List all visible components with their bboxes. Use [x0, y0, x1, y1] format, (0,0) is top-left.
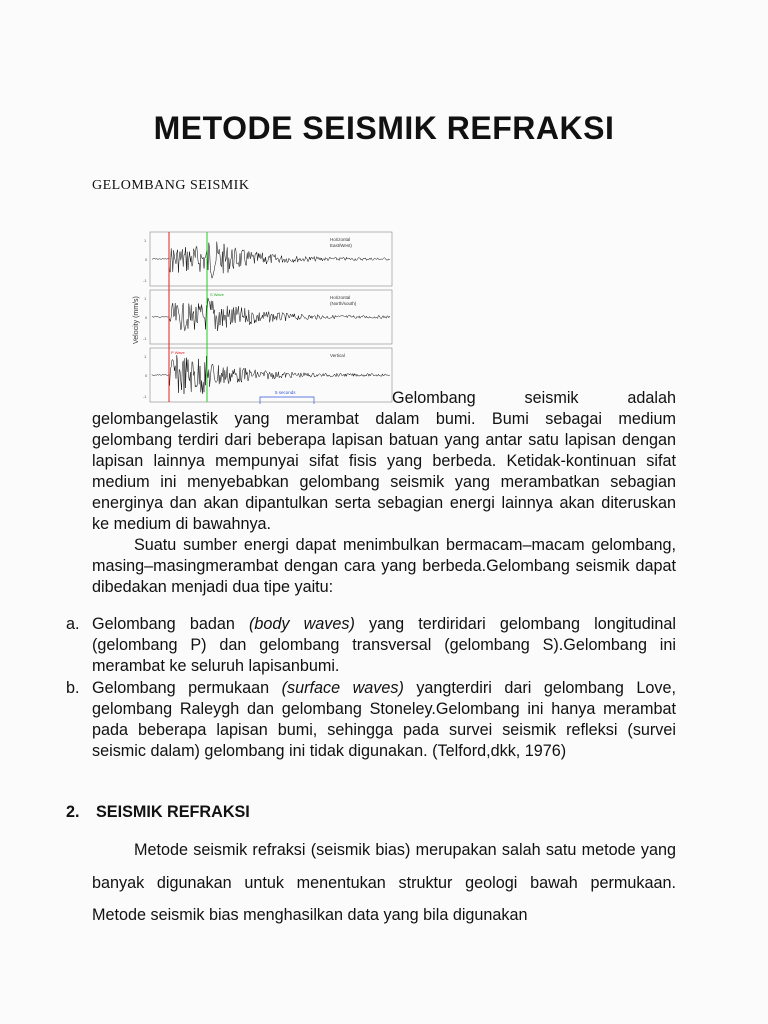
panel-label: East/West)	[330, 243, 352, 248]
panel-label: (North/south)	[330, 301, 357, 306]
list-item-text: yangterdiri dari gelombang Love, gelombang Raleygh dan gelombang Stoneley.Gelombang ini hanya merambat pada beberapa lapisan bumi, sehingga pada survei seismik refleksi (survei seismic dalam) gelombang ini tidak digunakan. (Telford,dkk, 1976)	[92, 679, 676, 760]
tick-label: 1	[144, 238, 147, 243]
list-marker: b.	[66, 679, 80, 697]
paragraph-definition: Gelombang seismik adalah gelombangelastik yang merambat dalam bumi. Bumi sebagai medium gelombang terdiri dari beberapa lapisan batuan yang antar satu lapisan dengan lapisan lainnya mempunyai sifat fisis yang berbeda. Ketidak-kontinuan sifat medium ini menyebabkan gelombang seismik yang merambatkan sebagian energinya dan akan dipantulkan serta sebagian energi lainnya akan diteruskan ke medium di bawahnya.	[92, 389, 676, 533]
panel-frame	[150, 290, 392, 344]
seismogram-svg	[128, 226, 398, 410]
paragraph-refraction: Metode seismik refraksi (seismik bias) merupakan salah satu metode yang banyak digunakan untuk menentukan struktur geologi bawah permukaan. Metode seismik bias menghasilkan data yang bila digunakan	[92, 841, 676, 924]
list-item-emphasis: (body waves)	[248, 615, 355, 633]
panel-label: Horizontal	[330, 295, 351, 300]
paragraph-wave-types: Suatu sumber energi dapat menimbulkan bermacam–macam gelombang, masing–masingmerambat dengan cara yang berbeda.Gelombang seismik dapat dibedakan menjadi dua tipe yaitu:	[92, 536, 676, 596]
tick-label: -1	[143, 278, 147, 283]
section-number: 2.	[66, 803, 80, 821]
section-heading	[66, 803, 250, 822]
subheading: GELOMBANG SEISMIK	[92, 178, 250, 193]
list-item-emphasis: (surface waves)	[281, 679, 404, 697]
panel-1	[143, 232, 392, 286]
list-item-text: yang terdiridari gelombang longitudinal (gelombang P) dan gelombang transversal (gelombang S).Gelombang ini merambat ke seluruh lapisanbumi.	[92, 615, 677, 675]
seismogram-figure	[128, 226, 398, 410]
wave-type-list-b	[66, 678, 676, 762]
tick-label: 0	[145, 257, 148, 262]
p-wave-label: P Wave	[171, 350, 185, 355]
s-wave-label: S Wave	[210, 292, 224, 297]
list-item-prefix: Gelombang permukaan	[92, 679, 282, 697]
y-axis-label: Velocity (mm/s)	[133, 296, 140, 344]
panel-2	[143, 290, 392, 344]
tick-label: 1	[144, 296, 147, 301]
page-title: METODE SEISMIK REFRAKSI	[153, 110, 615, 146]
panel-label: Vertical	[330, 353, 345, 358]
tick-label: 0	[145, 373, 148, 378]
list-item-prefix: Gelombang badan	[92, 615, 249, 633]
trace-east-west	[152, 242, 390, 279]
section-title: SEISMIK REFRAKSI	[96, 803, 250, 821]
scale-label: 5 seconds	[275, 390, 296, 395]
tick-label: 1	[144, 354, 147, 359]
list-item	[66, 678, 676, 762]
wave-type-list-a	[66, 614, 676, 677]
list-item	[66, 614, 676, 677]
tick-label: -1	[143, 394, 147, 399]
list-marker: a.	[66, 615, 80, 633]
tick-label: -1	[143, 336, 147, 341]
panel-label: Horizontal	[330, 237, 351, 242]
tick-label: 0	[145, 315, 148, 320]
